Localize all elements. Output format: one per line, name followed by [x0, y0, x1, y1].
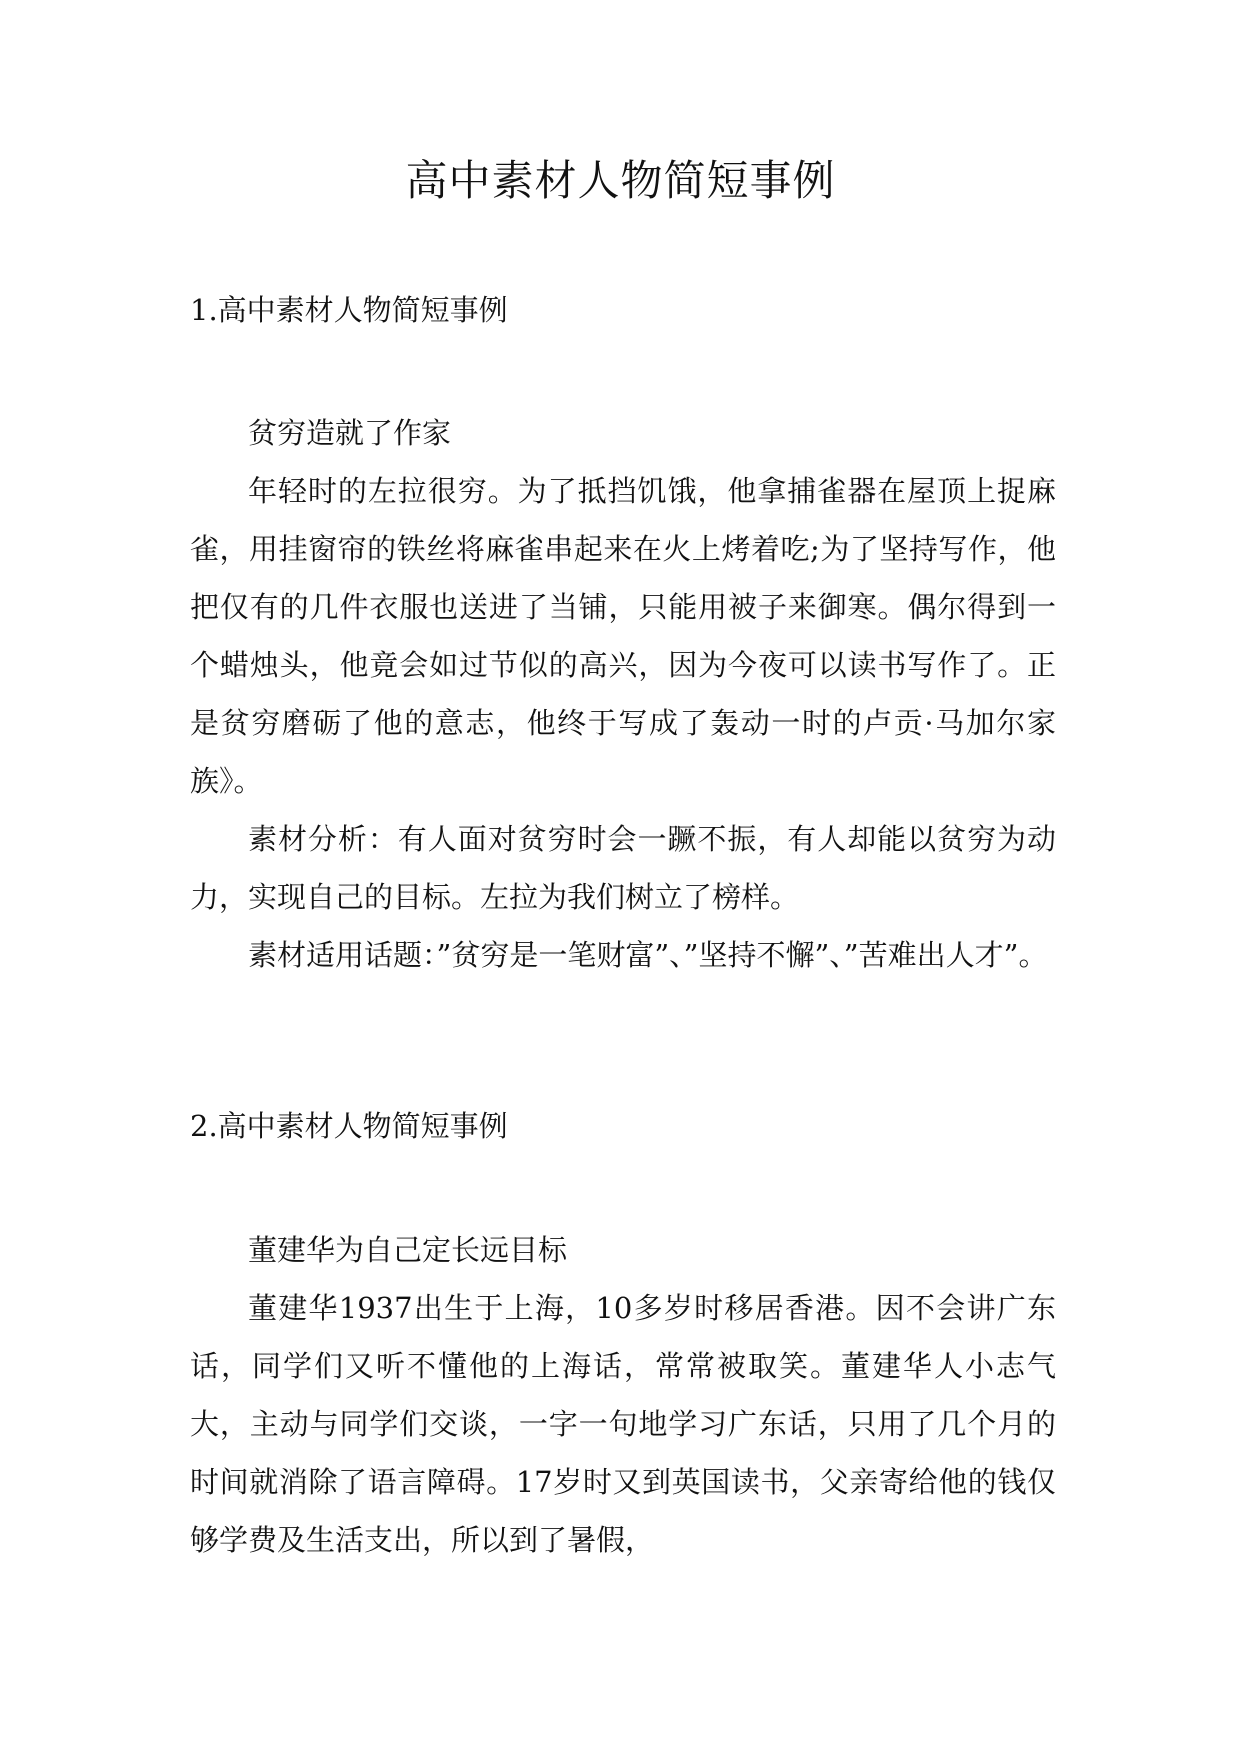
section-subtitle: 董建华为自己定长远目标 — [248, 1233, 568, 1267]
body-paragraph: 董建华1937出生于上海，10多岁时移居香港。因不会讲广东话，同学们又听不懂他的上海话，常常被取笑。董建华人小志气大，主动与同学们交谈，一字一句地学习广东话，只用了几个月的时间就消除了语言障碍。17岁时又到英国读书，父亲寄给他的钱仅够学费及生活支出，所以到了暑假， — [190, 1291, 1056, 1557]
section-heading: 2.高中素材人物简短事例 — [190, 1109, 508, 1143]
section-subtitle: 贫穷造就了作家 — [248, 416, 452, 450]
section-body — [190, 1221, 1056, 1569]
section-body — [190, 404, 1056, 984]
body-paragraph: 素材适用话题：”贫穷是一笔财富”、”坚持不懈”、”苦难出人才”。 — [248, 938, 1048, 972]
body-paragraph: 素材分析：有人面对贫穷时会一蹶不振，有人却能以贫穷为动力，实现自己的目标。左拉为我们树立了榜样。 — [190, 822, 1056, 914]
page-title: 高中素材人物简短事例 — [405, 156, 836, 205]
body-paragraph: 年轻时的左拉很穷。为了抵挡饥饿，他拿捕雀器在屋顶上捉麻雀，用挂窗帘的铁丝将麻雀串起来在火上烤着吃;为了坚持写作，他把仅有的几件衣服也送进了当铺，只能用被子来御寒。偶尔得到一个蜡烛头，他竟会如过节似的高兴，因为今夜可以读书写作了。正是贫穷磨砺了他的意志，他终于写成了轰动一时的卢贡·马加尔家族》。 — [190, 474, 1056, 798]
section-heading: 1.高中素材人物简短事例 — [190, 293, 508, 327]
